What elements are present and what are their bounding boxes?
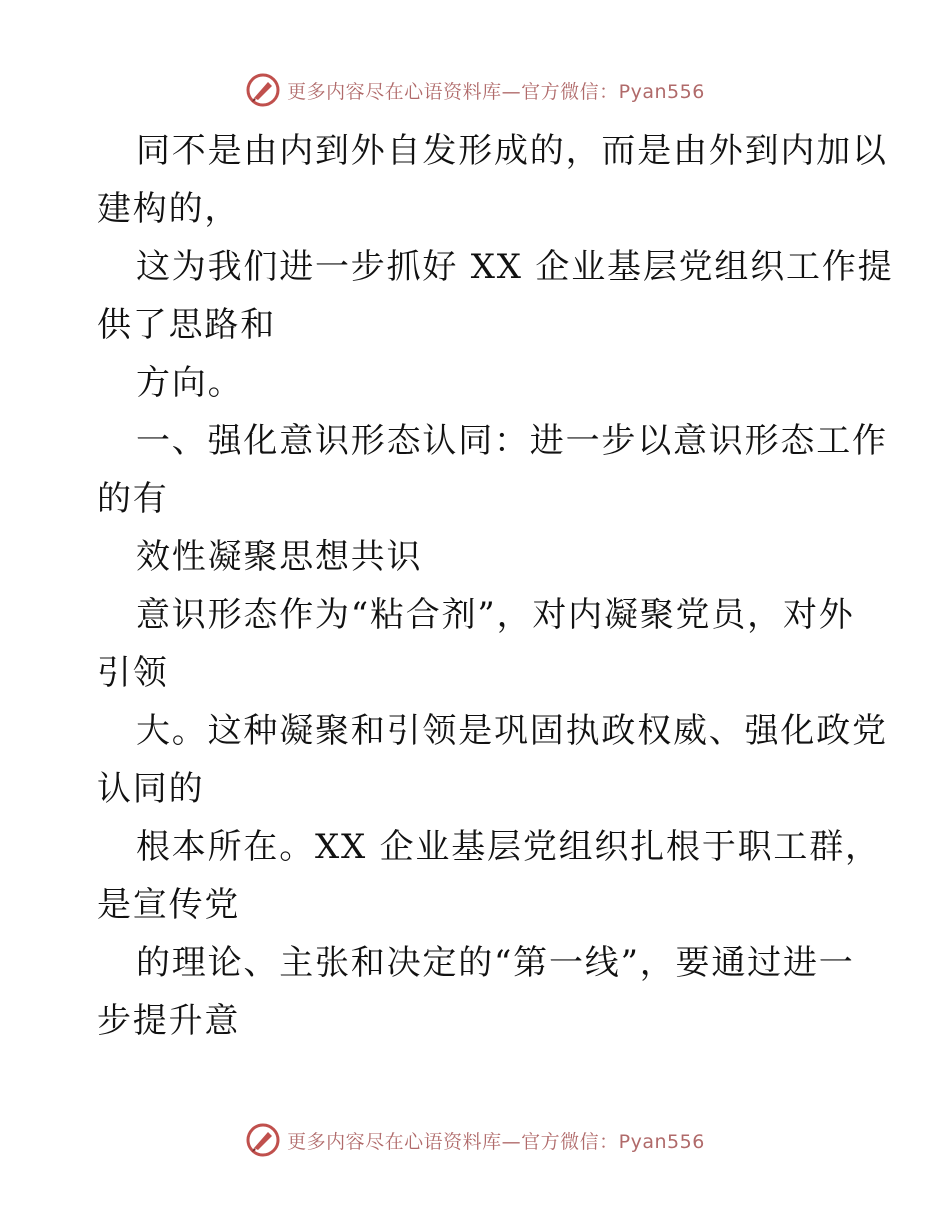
section-heading-line: 效性凝聚思想共识 (136, 537, 423, 577)
document-body (97, 122, 894, 1050)
text-line: 是宣传党 (97, 885, 241, 925)
text-line: 意识形态作为“粘合剂”，对内凝聚党员，对外 (136, 595, 855, 635)
header-banner (0, 70, 950, 110)
text-line: 大。这种凝聚和引领是巩固执政权威、强化政党 (136, 711, 888, 751)
text-line: 步提升意 (97, 1001, 241, 1041)
pen-nib-logo-icon (245, 1122, 281, 1158)
text-line: 这为我们进一步抓好 XX 企业基层党组织工作提 (136, 247, 894, 287)
section-heading-line: 的有 (97, 479, 169, 519)
text-line: 根本所在。XX 企业基层党组织扎根于职工群， (136, 827, 881, 867)
text-line: 引领 (97, 653, 169, 693)
footer-banner-text: 更多内容尽在心语资料库—官方微信：Pyan556 (287, 1130, 705, 1153)
text-line: 供了思路和 (97, 305, 276, 345)
text-line: 认同的 (97, 769, 205, 809)
header-banner-text: 更多内容尽在心语资料库—官方微信：Pyan556 (287, 80, 705, 103)
pen-nib-logo-icon (245, 72, 281, 108)
text-line: 同不是由内到外自发形成的，而是由外到内加以 (136, 131, 888, 171)
text-line: 的理论、主张和决定的“第一线”，要通过进一 (136, 943, 855, 983)
text-line: 方向。 (136, 363, 244, 403)
text-line: 建构的， (97, 189, 241, 229)
section-heading-line: 一、强化意识形态认同：进一步以意识形态工作 (136, 421, 888, 461)
footer-banner (0, 1120, 950, 1160)
